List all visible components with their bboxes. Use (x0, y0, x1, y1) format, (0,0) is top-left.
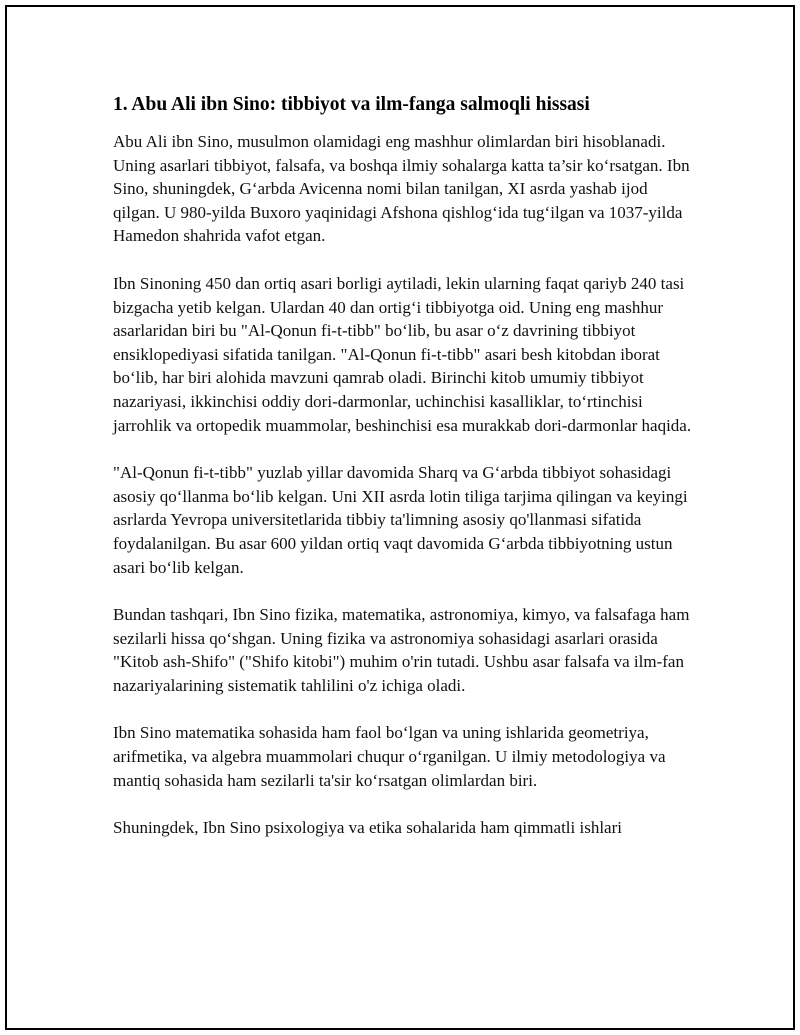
paragraph-1: Abu Ali ibn Sino, musulmon olamidagi eng mashhur olimlardan biri hisoblanadi. Uning asarlari tibbiyot, falsafa, va boshqa ilmiy sohalarga katta ta’sir ko‘rsatgan. Ibn Sino, shuningdek, G‘arbda Avicenna nomi bilan tanilgan, XI asrda yashab ijod qilgan. U 980-yilda Buxoro yaqinidagi Afshona qishlog‘ida tug‘ilgan va 1037-yilda Hamedon shahrida vafot etgan. (113, 132, 690, 246)
document-body (113, 92, 693, 864)
paragraph-2: Ibn Sinoning 450 dan ortiq asari borligi aytiladi, lekin ularning faqat qariyb 240 tasi bizgacha yetib kelgan. Ulardan 40 dan ortig‘i tibbiyotga oid. Uning eng mashhur asarlaridan biri bu "Al-Qonun fi-t-tibb" bo‘lib, bu asar o‘z davrining tibbiyot ensiklopediyasi sifatida tanilgan. "Al-Qonun fi-t-tibb" asari besh kitobdan iborat bo‘lib, har biri alohida mavzuni qamrab oladi. Birinchi kitob umumiy tibbiyot nazariyasi, ikkinchisi oddiy dori-darmonlar, uchinchisi kasalliklar, to‘rtinchisi jarrohlik va ortopedik muammolar, beshinchisi esa murakkab dori-darmonlar haqida. (113, 273, 692, 435)
document-title: 1. Abu Ali ibn Sino: tibbiyot va ilm-fanga salmoqli hissasi (113, 94, 590, 115)
paragraph-6: Shuningdek, Ibn Sino psixologiya va etika sohalarida ham qimmatli ishlari (113, 818, 622, 838)
paragraph-5: Ibn Sino matematika sohasida ham faol bo‘lgan va uning ishlarida geometriya, arifmetika, va algebra muammolari chuqur o‘rganilgan. U ilmiy metodologiya va mantiq sohasida ham sezilarli ta'sir ko‘rsatgan olimlardan biri. (113, 723, 666, 790)
paragraph-4: Bundan tashqari, Ibn Sino fizika, matematika, astronomiya, kimyo, va falsafaga ham sezilarli hissa qo‘shgan. Uning fizika va astronomiya sohasidagi asarlari orasida "Kitob ash-Shifo" ("Shifo kitobi") muhim o'rin tutadi. Ushbu asar falsafa va ilm-fan nazariyalarining sistematik tahlilini o'z ichiga oladi. (113, 605, 690, 695)
paragraph-3: "Al-Qonun fi-t-tibb" yuzlab yillar davomida Sharq va G‘arbda tibbiyot sohasidagi asosiy qo‘llanma bo‘lib kelgan. Uni XII asrda lotin tiliga tarjima qilingan va keyingi asrlarda Yevropa universitetlarida tibbiy ta'limning asosiy qo'llanmasi sifatida foydalanilgan. Bu asar 600 yildan ortiq vaqt davomida G‘arbda tibbiyotning ustun asari bo‘lib kelgan. (113, 463, 688, 577)
